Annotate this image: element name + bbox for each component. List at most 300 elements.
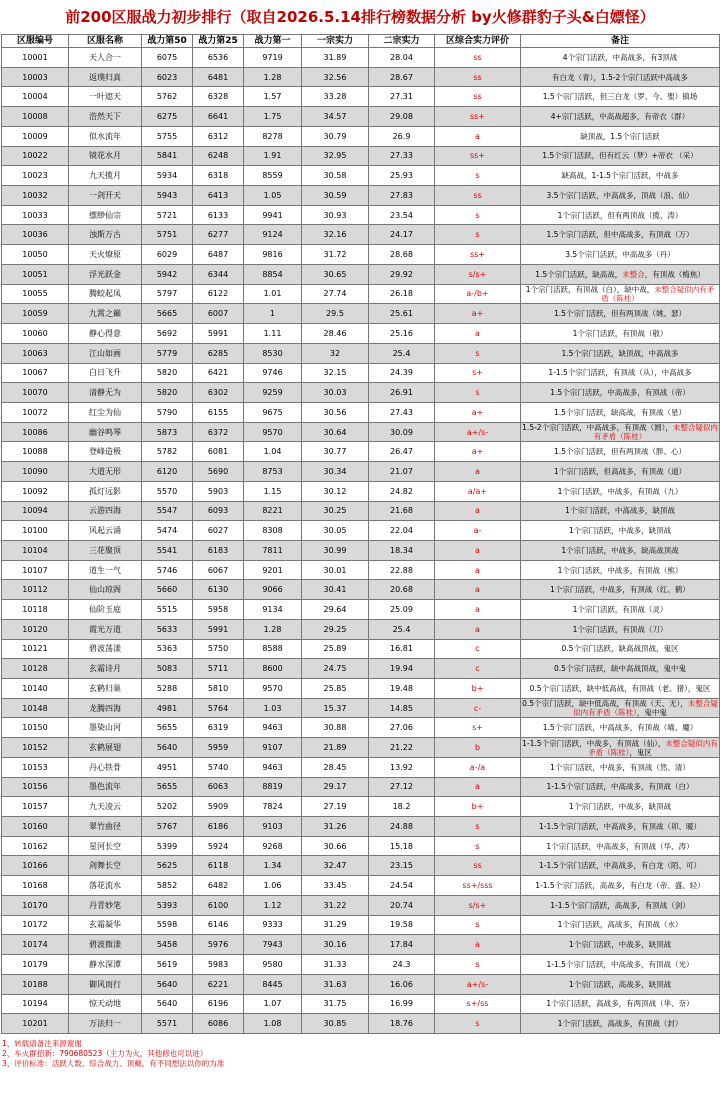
cell-power-50: 4951 xyxy=(142,757,193,777)
table-row xyxy=(2,540,720,560)
cell-server-id: 10090 xyxy=(2,462,69,482)
cell-note: 0.5个宗门活跃，缺中低高战，有顶战（老、猪），鬼区 xyxy=(521,679,720,699)
cell-power-25: 5959 xyxy=(193,738,244,758)
cell-server-id: 10162 xyxy=(2,836,69,856)
cell-sect2: 19.58 xyxy=(369,915,435,935)
cell-note: 1-1.5个宗门活跃，中战多，有顶战（仙），未整合疑似内有矛盾（陈桂），鬼区 xyxy=(522,738,718,757)
cell-sect1: 30.65 xyxy=(302,264,369,284)
cell-server-name: 玄霜凝华 xyxy=(69,915,142,935)
note-highlight: 未整合疑似内有矛盾（陈桂） xyxy=(573,699,718,718)
cell-power-50: 6023 xyxy=(142,67,193,87)
cell-server-name: 霞光万道 xyxy=(69,619,142,639)
cell-power-1: 8278 xyxy=(244,126,302,146)
cell-power-25: 5958 xyxy=(193,600,244,620)
cell-power-1: 1.01 xyxy=(244,284,302,304)
cell-power-25: 6133 xyxy=(193,205,244,225)
cell-sect2: 21.22 xyxy=(369,738,435,758)
cell-sect1: 30.85 xyxy=(302,1014,369,1034)
cell-server-name: 惊天动地 xyxy=(69,994,142,1014)
cell-note: 缺高战，1-1.5个宗门活跃，中战多 xyxy=(521,166,720,186)
table-row xyxy=(2,639,720,659)
cell-sect1: 21.89 xyxy=(302,738,369,758)
table-row xyxy=(2,284,720,304)
cell-power-25: 6277 xyxy=(193,225,244,245)
cell-sect2: 25.09 xyxy=(369,600,435,620)
cell-grade: s xyxy=(435,343,521,363)
cell-server-id: 10112 xyxy=(2,580,69,600)
table-row xyxy=(2,619,720,639)
cell-server-id: 10004 xyxy=(2,87,69,107)
cell-grade: s/s+ xyxy=(435,895,521,915)
cell-sect2: 18.34 xyxy=(369,540,435,560)
cell-power-25: 6100 xyxy=(193,895,244,915)
table-row xyxy=(2,580,720,600)
cell-power-50: 6075 xyxy=(142,48,193,68)
cell-grade: a xyxy=(435,600,521,620)
cell-sect2: 20.68 xyxy=(369,580,435,600)
cell-server-name: 墨色流年 xyxy=(69,777,142,797)
cell-note: 1个宗门活跃，有顶战（灵） xyxy=(521,600,720,620)
cell-power-1: 1.15 xyxy=(244,481,302,501)
cell-power-1: 8308 xyxy=(244,521,302,541)
cell-power-50: 5570 xyxy=(142,481,193,501)
cell-sect1: 27.74 xyxy=(302,284,369,304)
note-highlight: 未整合疑似内有矛盾（陈桂） xyxy=(593,423,718,442)
cell-sect1: 31.89 xyxy=(302,48,369,68)
cell-note: 0.5个宗门活跃，缺高战顶战，鬼区 xyxy=(521,639,720,659)
cell-grade: s xyxy=(435,225,521,245)
cell-server-name: 仙阶玉庭 xyxy=(69,600,142,620)
cell-power-25: 5810 xyxy=(193,679,244,699)
cell-sect1: 30.59 xyxy=(302,186,369,206)
cell-power-1: 9103 xyxy=(244,817,302,837)
cell-server-id: 10166 xyxy=(2,856,69,876)
cell-sect1: 32.16 xyxy=(302,225,369,245)
cell-grade: a xyxy=(435,777,521,797)
cell-note: 1个宗门活跃，中战多，缺顶战 xyxy=(521,521,720,541)
cell-power-25: 6482 xyxy=(193,876,244,896)
cell-grade: a- xyxy=(435,521,521,541)
cell-power-1: 7943 xyxy=(244,935,302,955)
cell-grade: a/a+ xyxy=(435,481,521,501)
cell-power-50: 5790 xyxy=(142,402,193,422)
table-row xyxy=(2,501,720,521)
footer-notes xyxy=(0,1039,720,1069)
cell-power-1: 9675 xyxy=(244,402,302,422)
table-row xyxy=(2,363,720,383)
cell-server-id: 10188 xyxy=(2,974,69,994)
cell-sect2: 24.88 xyxy=(369,817,435,837)
cell-note: 1-1.5个宗门活跃，高战多，有顶战（剑） xyxy=(521,895,720,915)
cell-power-50: 5692 xyxy=(142,324,193,344)
cell-server-id: 10033 xyxy=(2,205,69,225)
cell-power-50: 5942 xyxy=(142,264,193,284)
cell-sect1: 32.47 xyxy=(302,856,369,876)
cell-note: 1-1.5个宗门活跃，中高战多，有顶战（光） xyxy=(521,955,720,975)
cell-server-name: 九天揽月 xyxy=(69,166,142,186)
cell-sect2: 22.88 xyxy=(369,560,435,580)
cell-server-id: 10001 xyxy=(2,48,69,68)
table-row xyxy=(2,166,720,186)
table-row xyxy=(2,264,720,284)
cell-grade: s xyxy=(435,1014,521,1034)
cell-sect2: 29.92 xyxy=(369,264,435,284)
cell-power-50: 5797 xyxy=(142,284,193,304)
table-row xyxy=(2,87,720,107)
cell-note: 4+宗门活跃，中高战超多，有帝衣（群） xyxy=(521,107,720,127)
cell-note: 1-1.5个宗门活跃，高战多，有白龙（帝、盛、轻） xyxy=(521,876,720,896)
footer-line: 2、车火群招新：790680523（主力为火，其他修也可以进） xyxy=(2,1048,208,1058)
cell-power-1: 8753 xyxy=(244,462,302,482)
cell-sect1: 30.25 xyxy=(302,501,369,521)
cell-server-id: 10104 xyxy=(2,540,69,560)
cell-server-id: 10100 xyxy=(2,521,69,541)
cell-sect2: 16.99 xyxy=(369,994,435,1014)
cell-server-name: 落花流水 xyxy=(69,876,142,896)
cell-grade: c- xyxy=(435,698,521,718)
cell-server-id: 10092 xyxy=(2,481,69,501)
cell-power-50: 5782 xyxy=(142,442,193,462)
cell-sect2: 30.09 xyxy=(369,422,435,442)
cell-power-1: 9259 xyxy=(244,383,302,403)
cell-server-name: 万法归一 xyxy=(69,1014,142,1034)
cell-power-50: 5288 xyxy=(142,679,193,699)
cell-server-name: 仙山琼阁 xyxy=(69,580,142,600)
cell-power-50: 5655 xyxy=(142,718,193,738)
cell-sect2: 20.74 xyxy=(369,895,435,915)
cell-power-1: 9201 xyxy=(244,560,302,580)
cell-sect1: 30.77 xyxy=(302,442,369,462)
cell-power-25: 6027 xyxy=(193,521,244,541)
cell-power-1: 1.34 xyxy=(244,856,302,876)
cell-power-25: 5711 xyxy=(193,659,244,679)
cell-server-name: 浮光跃金 xyxy=(69,264,142,284)
cell-power-1: 8854 xyxy=(244,264,302,284)
cell-grade: a xyxy=(435,126,521,146)
cell-server-name: 似水流年 xyxy=(69,126,142,146)
cell-server-name: 清静无为 xyxy=(69,383,142,403)
cell-server-name: 孤灯远影 xyxy=(69,481,142,501)
col-header-notes: 备注 xyxy=(521,35,720,48)
cell-sect2: 24.82 xyxy=(369,481,435,501)
cell-power-1: 1.57 xyxy=(244,87,302,107)
cell-server-id: 10032 xyxy=(2,186,69,206)
cell-sect1: 31.29 xyxy=(302,915,369,935)
cell-note: 1.5个宗门活跃，中高战多，有顶战（帝） xyxy=(521,383,720,403)
cell-sect2: 26.18 xyxy=(369,284,435,304)
cell-sect2: 24.39 xyxy=(369,363,435,383)
cell-power-50: 5852 xyxy=(142,876,193,896)
cell-power-1: 1.75 xyxy=(244,107,302,127)
cell-server-name: 一剑开天 xyxy=(69,186,142,206)
table-row xyxy=(2,225,720,245)
cell-power-25: 5740 xyxy=(193,757,244,777)
cell-power-1: 9066 xyxy=(244,580,302,600)
cell-sect2: 27.06 xyxy=(369,718,435,738)
cell-server-name: 龙腾四海 xyxy=(69,698,142,718)
cell-grade: s+ xyxy=(435,363,521,383)
cell-power-25: 6641 xyxy=(193,107,244,127)
cell-power-50: 5746 xyxy=(142,560,193,580)
cell-grade: s xyxy=(435,836,521,856)
cell-server-name: 天人合一 xyxy=(69,48,142,68)
cell-power-25: 6183 xyxy=(193,540,244,560)
footer-line: 3、评价标准：活跃人数、综合战力、顶戴，有不同想法以你的为准 xyxy=(2,1058,225,1068)
cell-power-1: 8600 xyxy=(244,659,302,679)
cell-power-1: 8221 xyxy=(244,501,302,521)
table-row xyxy=(2,777,720,797)
cell-server-id: 10008 xyxy=(2,107,69,127)
cell-sect2: 25.93 xyxy=(369,166,435,186)
cell-sect2: 21.68 xyxy=(369,501,435,521)
cell-note: 1个宗门活跃，中高战多，有顶战（华、涛） xyxy=(521,836,720,856)
cell-power-1: 9816 xyxy=(244,245,302,265)
cell-server-id: 10157 xyxy=(2,797,69,817)
cell-server-name: 御风而行 xyxy=(69,974,142,994)
cell-sect2: 15.18 xyxy=(369,836,435,856)
cell-sect1: 34.57 xyxy=(302,107,369,127)
cell-note: 3.5个宗门活跃，中高战多（丹） xyxy=(521,245,720,265)
cell-note: 1.5个宗门活跃，但有两顶战（姚、瑟） xyxy=(521,304,720,324)
cell-server-id: 10072 xyxy=(2,402,69,422)
cell-sect2: 28.68 xyxy=(369,245,435,265)
table-row xyxy=(2,521,720,541)
cell-sect2: 26.47 xyxy=(369,442,435,462)
cell-power-25: 6093 xyxy=(193,501,244,521)
cell-power-1: 9124 xyxy=(244,225,302,245)
cell-server-id: 10194 xyxy=(2,994,69,1014)
cell-power-1: 1.08 xyxy=(244,1014,302,1034)
cell-server-name: 九霄之巅 xyxy=(69,304,142,324)
cell-server-id: 10201 xyxy=(2,1014,69,1034)
cell-server-name: 浊斯万古 xyxy=(69,225,142,245)
table-row xyxy=(2,994,720,1014)
cell-server-name: 白日飞升 xyxy=(69,363,142,383)
col-header-grade: 区综合实力评价 xyxy=(435,35,521,48)
cell-power-50: 5083 xyxy=(142,659,193,679)
cell-grade: s xyxy=(435,205,521,225)
cell-power-50: 5665 xyxy=(142,304,193,324)
cell-power-50: 5547 xyxy=(142,501,193,521)
cell-power-25: 5991 xyxy=(193,619,244,639)
cell-server-id: 10088 xyxy=(2,442,69,462)
cell-sect2: 21.07 xyxy=(369,462,435,482)
cell-sect1: 30.12 xyxy=(302,481,369,501)
cell-server-id: 10050 xyxy=(2,245,69,265)
cell-note: 1个宗门活跃，但有两顶战（揽、涛） xyxy=(521,205,720,225)
cell-server-id: 10086 xyxy=(2,422,69,442)
table-row xyxy=(2,205,720,225)
cell-grade: b xyxy=(435,738,521,758)
cell-sect1: 31.75 xyxy=(302,994,369,1014)
cell-note: 1.5个宗门活跃，缺高战，未整合，有顶战（梅焦） xyxy=(521,264,720,284)
cell-power-25: 6196 xyxy=(193,994,244,1014)
cell-power-50: 5640 xyxy=(142,738,193,758)
cell-power-1: 9268 xyxy=(244,836,302,856)
cell-server-id: 10107 xyxy=(2,560,69,580)
cell-power-1: 1.12 xyxy=(244,895,302,915)
cell-grade: a+/s- xyxy=(435,974,521,994)
cell-grade: a xyxy=(435,540,521,560)
table-row xyxy=(2,679,720,699)
cell-server-name: 返璞归真 xyxy=(69,67,142,87)
cell-power-50: 5820 xyxy=(142,383,193,403)
cell-grade: s xyxy=(435,383,521,403)
cell-sect2: 27.33 xyxy=(369,146,435,166)
cell-sect1: 30.16 xyxy=(302,935,369,955)
cell-note: 4个宗门活跃，中高战多，有3顶战 xyxy=(521,48,720,68)
cell-server-name: 静心得意 xyxy=(69,324,142,344)
cell-power-50: 6275 xyxy=(142,107,193,127)
cell-power-25: 5690 xyxy=(193,462,244,482)
table-row xyxy=(2,442,720,462)
cell-power-1: 8819 xyxy=(244,777,302,797)
table-row xyxy=(2,107,720,127)
cell-power-1: 1.05 xyxy=(244,186,302,206)
cell-sect2: 28.67 xyxy=(369,67,435,87)
cell-sect1: 33.45 xyxy=(302,876,369,896)
cell-power-50: 5841 xyxy=(142,146,193,166)
cell-note: 1个宗门活跃，中战多，有顶战（然、清） xyxy=(521,757,720,777)
cell-server-name: 江山如画 xyxy=(69,343,142,363)
cell-grade: ss+ xyxy=(435,146,521,166)
cell-server-id: 10152 xyxy=(2,738,69,758)
table-row xyxy=(2,856,720,876)
cell-server-id: 10023 xyxy=(2,166,69,186)
cell-note: 1个宗门活跃，中战多，缺高战顶战 xyxy=(521,540,720,560)
cell-server-name: 道生一气 xyxy=(69,560,142,580)
cell-grade: ss+ xyxy=(435,107,521,127)
cell-power-1: 1.28 xyxy=(244,619,302,639)
cell-power-50: 5633 xyxy=(142,619,193,639)
table-row xyxy=(2,245,720,265)
cell-sect1: 24.75 xyxy=(302,659,369,679)
cell-power-50: 5571 xyxy=(142,1014,193,1034)
cell-power-50: 5751 xyxy=(142,225,193,245)
ranking-table xyxy=(1,34,720,1034)
cell-note: 1个宗门活跃，中战多，有顶战（熊） xyxy=(521,560,720,580)
table-row xyxy=(2,343,720,363)
table-row xyxy=(2,422,720,442)
cell-note: 1.5-2个宗门活跃，中高战多，有顶战（圆），未整合疑似内有矛盾（陈桂） xyxy=(522,423,718,442)
cell-sect2: 19.94 xyxy=(369,659,435,679)
cell-server-name: 幽谷鸣琴 xyxy=(69,422,142,442)
cell-power-1: 8445 xyxy=(244,974,302,994)
cell-power-50: 5755 xyxy=(142,126,193,146)
cell-sect1: 15.37 xyxy=(302,698,369,718)
cell-power-25: 5903 xyxy=(193,481,244,501)
cell-sect2: 14.85 xyxy=(369,698,435,718)
cell-server-id: 10179 xyxy=(2,955,69,975)
table-row xyxy=(2,324,720,344)
cell-sect1: 32 xyxy=(302,343,369,363)
cell-power-25: 6063 xyxy=(193,777,244,797)
cell-sect2: 27.31 xyxy=(369,87,435,107)
col-header-sect1: 一宗实力 xyxy=(302,35,369,48)
cell-note: 1.5个宗门活跃，但三白龙（罗、今、聖）镇场 xyxy=(521,87,720,107)
cell-note: 1.5个宗门活跃，缺高战，有顶战（星） xyxy=(521,402,720,422)
cell-grade: s/s+ xyxy=(435,264,521,284)
cell-note: 1.5个宗门活跃，中高战多，有顶战（喵、魔） xyxy=(521,718,720,738)
cell-sect2: 16.81 xyxy=(369,639,435,659)
cell-note: 1个宗门活跃，高战多，有顶战（水） xyxy=(521,915,720,935)
note-highlight: 未整合 xyxy=(622,269,645,279)
cell-grade: s xyxy=(435,955,521,975)
cell-power-50: 5598 xyxy=(142,915,193,935)
cell-server-name: 碧波微漾 xyxy=(69,935,142,955)
table-row xyxy=(2,146,720,166)
cell-server-id: 10128 xyxy=(2,659,69,679)
cell-sect1: 32.95 xyxy=(302,146,369,166)
cell-power-25: 6130 xyxy=(193,580,244,600)
col-header-power-1: 战力第一 xyxy=(244,35,302,48)
cell-power-25: 6344 xyxy=(193,264,244,284)
cell-sect2: 23.54 xyxy=(369,205,435,225)
cell-sect1: 27.19 xyxy=(302,797,369,817)
cell-sect1: 31.26 xyxy=(302,817,369,837)
cell-power-1: 8559 xyxy=(244,166,302,186)
table-row xyxy=(2,738,720,758)
cell-note: 1个宗门活跃，中战多，有顶战（九） xyxy=(521,481,720,501)
cell-power-25: 6536 xyxy=(193,48,244,68)
cell-grade: c xyxy=(435,639,521,659)
cell-power-25: 6186 xyxy=(193,817,244,837)
cell-server-id: 10059 xyxy=(2,304,69,324)
cell-sect1: 30.34 xyxy=(302,462,369,482)
cell-note: 1-1.5个宗门活跃，有顶战（从），中高战多 xyxy=(521,363,720,383)
cell-power-25: 6312 xyxy=(193,126,244,146)
cell-power-50: 5458 xyxy=(142,935,193,955)
cell-power-25: 6372 xyxy=(193,422,244,442)
cell-grade: a+/s- xyxy=(435,422,521,442)
cell-power-25: 5924 xyxy=(193,836,244,856)
cell-grade: ss xyxy=(435,186,521,206)
cell-note: 1个宗门活跃，但高战多，有顶战（道） xyxy=(521,462,720,482)
cell-sect1: 30.88 xyxy=(302,718,369,738)
cell-note: 1个宗门活跃，中高战多，缺顶战 xyxy=(521,501,720,521)
cell-sect1: 32.56 xyxy=(302,67,369,87)
cell-power-1: 7811 xyxy=(244,540,302,560)
cell-sect2: 24.3 xyxy=(369,955,435,975)
cell-grade: a-/a xyxy=(435,757,521,777)
cell-server-id: 10051 xyxy=(2,264,69,284)
cell-power-25: 6413 xyxy=(193,186,244,206)
cell-grade: ss+/sss xyxy=(435,876,521,896)
cell-power-1: 1.28 xyxy=(244,67,302,87)
cell-grade: a xyxy=(435,935,521,955)
footer-line: 1、转载请备注来源谢谢 xyxy=(2,1038,82,1048)
cell-grade: a-/b+ xyxy=(435,284,521,304)
cell-power-1: 9746 xyxy=(244,363,302,383)
table-row xyxy=(2,1014,720,1034)
cell-power-1: 9463 xyxy=(244,757,302,777)
cell-server-name: 一叶遮天 xyxy=(69,87,142,107)
cell-power-50: 5640 xyxy=(142,994,193,1014)
cell-note: 3.5个宗门活跃，中高战多，顶战（浪、仙） xyxy=(521,186,720,206)
cell-power-1: 9719 xyxy=(244,48,302,68)
cell-server-name: 丹心铁骨 xyxy=(69,757,142,777)
cell-server-id: 10140 xyxy=(2,679,69,699)
cell-server-id: 10170 xyxy=(2,895,69,915)
cell-note: 1-1.5个宗门活跃，中高战多，有顶战（卯、暖） xyxy=(521,817,720,837)
cell-power-25: 6221 xyxy=(193,974,244,994)
cell-server-id: 10003 xyxy=(2,67,69,87)
cell-power-25: 5983 xyxy=(193,955,244,975)
cell-power-1: 1 xyxy=(244,304,302,324)
cell-power-1: 8588 xyxy=(244,639,302,659)
cell-sect2: 24.17 xyxy=(369,225,435,245)
cell-grade: s+ xyxy=(435,718,521,738)
